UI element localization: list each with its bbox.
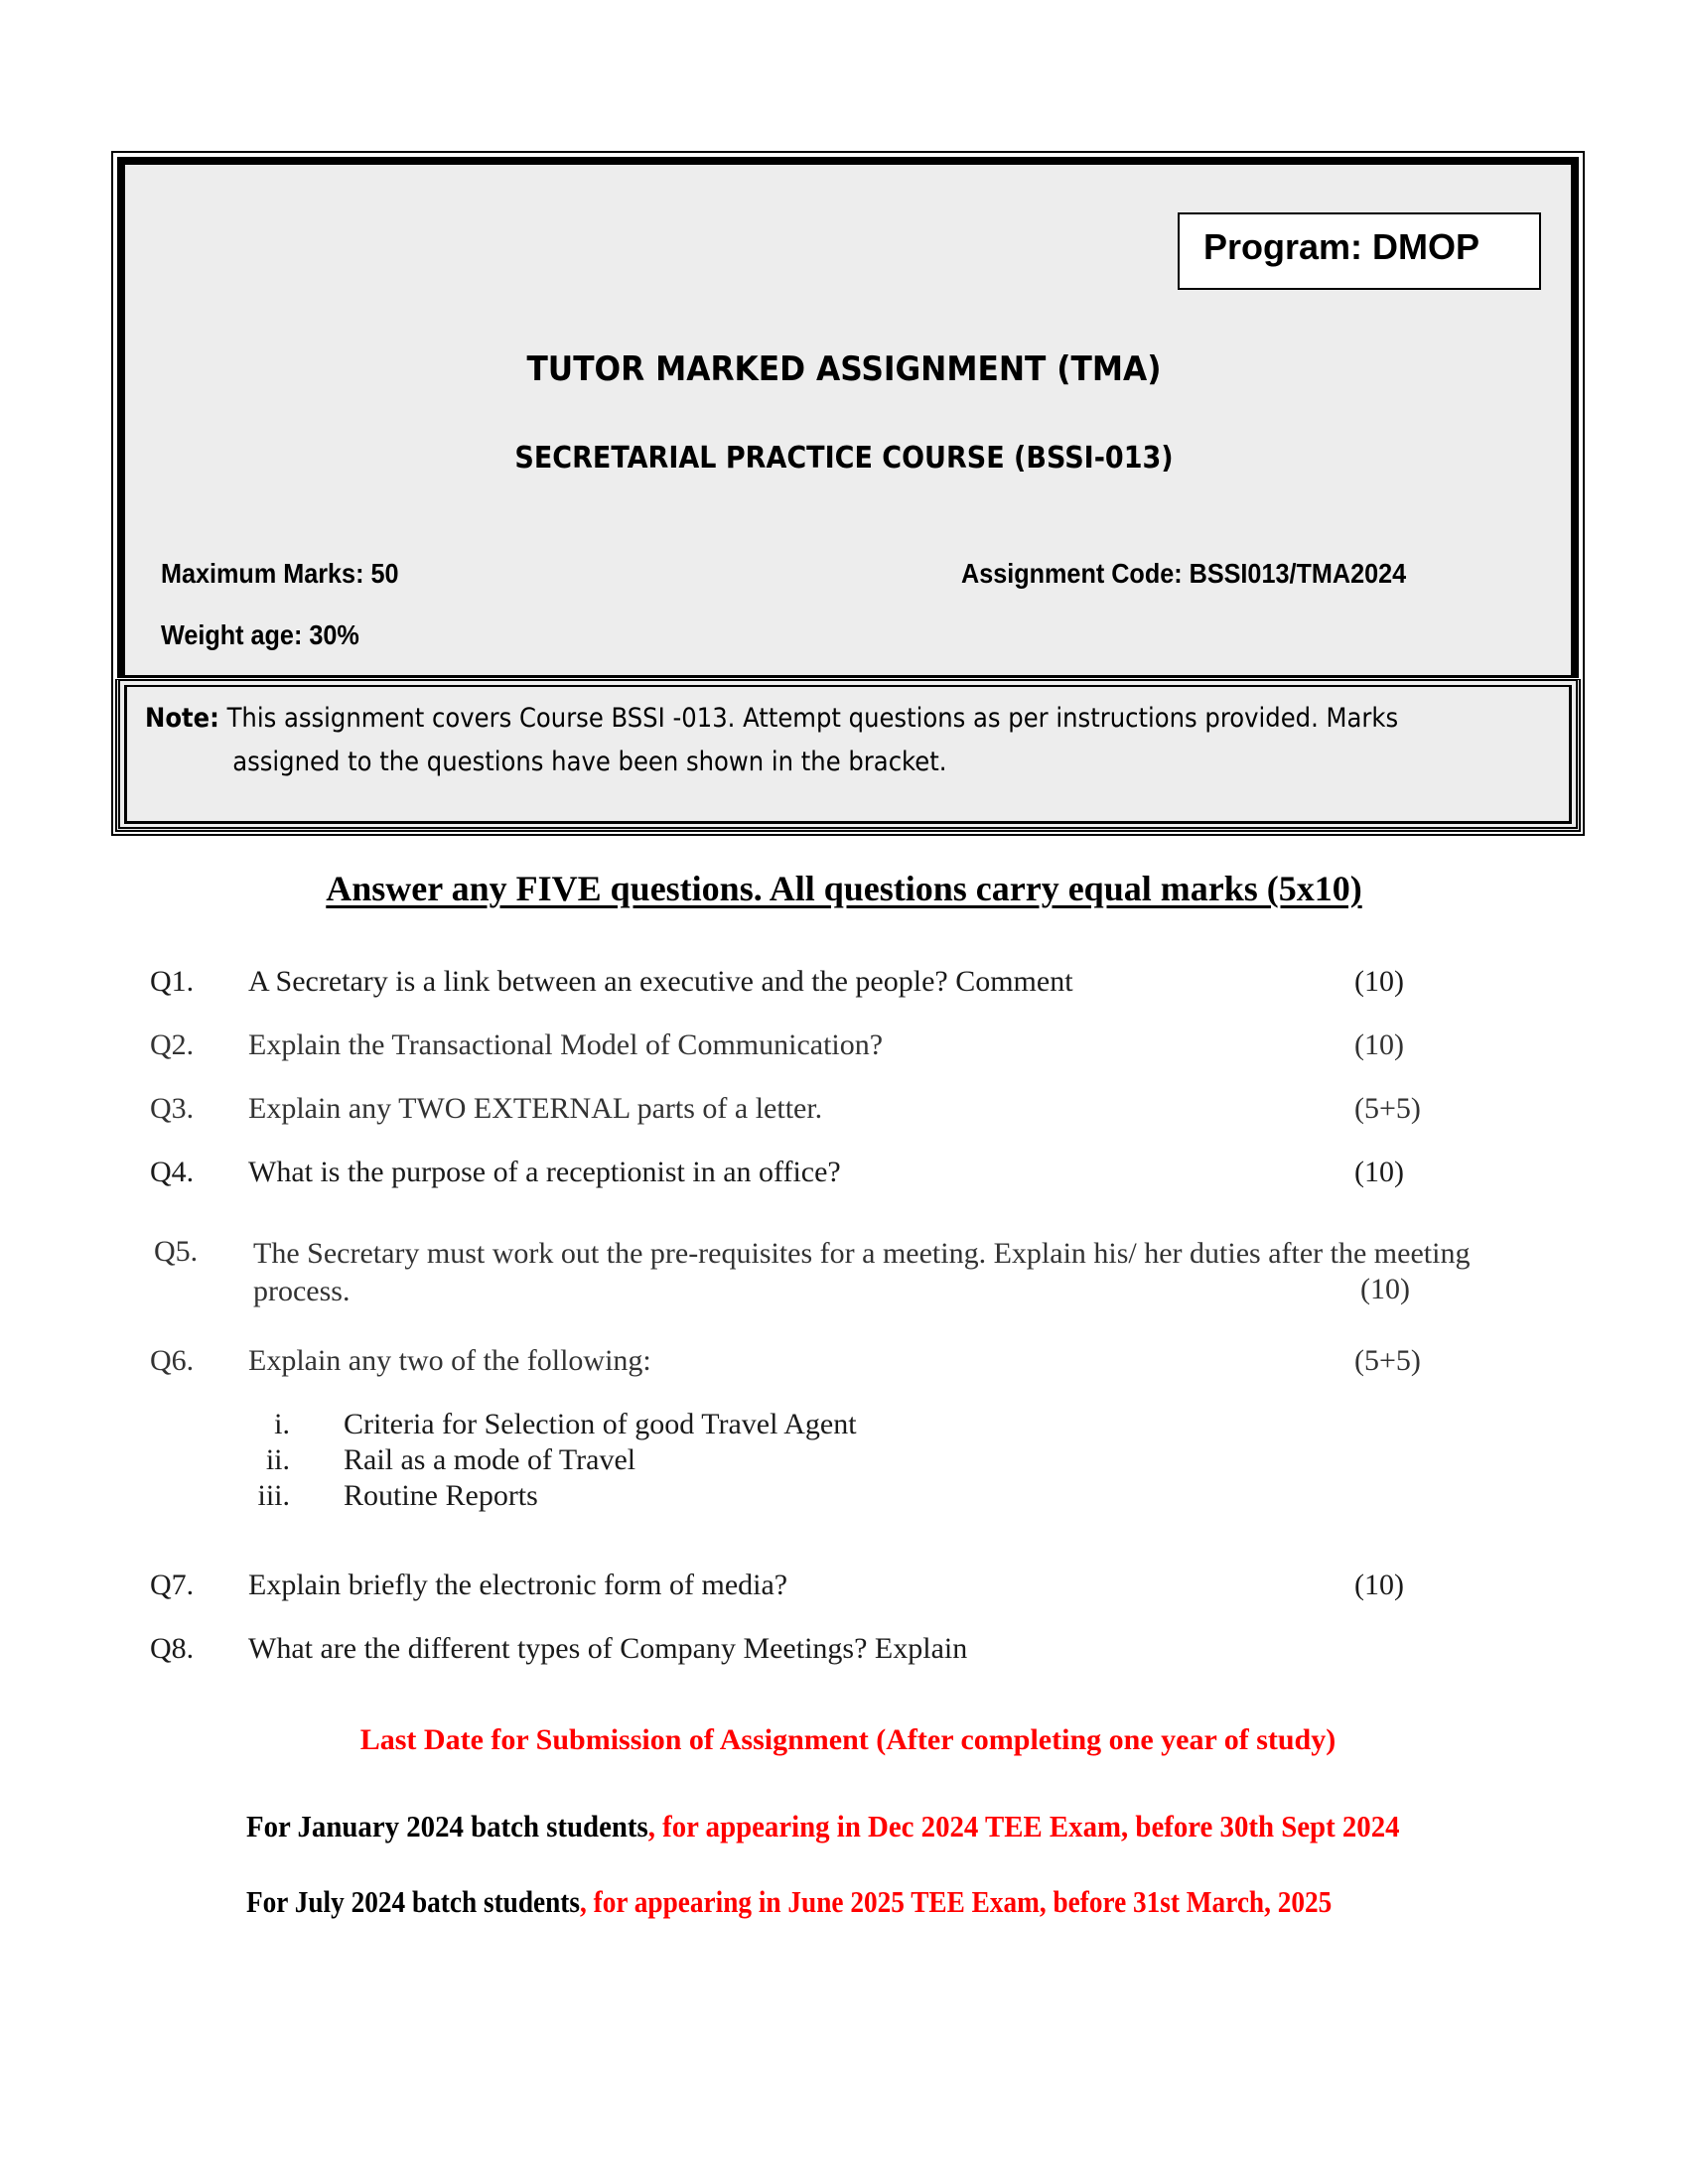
sub-item-numeral: i. xyxy=(274,1408,290,1440)
question-marks: (10) xyxy=(1360,1273,1410,1305)
sub-item-numeral: iii. xyxy=(257,1479,290,1512)
deadline-heading: Last Date for Submission of Assignment (After completing one year of study) xyxy=(359,1723,1336,1756)
batch-deadline-text: , for appearing in June 2025 TEE Exam, before 31st March, 2025 xyxy=(579,1884,1333,1919)
question-text: The Secretary must work out the pre-requisites for a meeting. Explain his/ her duties after the meeting process. xyxy=(253,1237,1471,1307)
question-number: Q1. xyxy=(150,965,195,998)
question-marks: (10) xyxy=(1354,1028,1404,1061)
program-label: Program: DMOP xyxy=(1203,226,1480,267)
question-marks: (10) xyxy=(1354,965,1404,998)
question-text: Explain briefly the electronic form of media? xyxy=(248,1569,788,1601)
question-number: Q8. xyxy=(150,1632,195,1665)
question-number: Q4. xyxy=(150,1156,195,1188)
weightage: Weight age: 30% xyxy=(161,619,359,650)
question-text: Explain the Transactional Model of Communication? xyxy=(248,1028,884,1061)
note-line-1: This assignment covers Course BSSI -013. Attempt questions as per instructions provided. Marks xyxy=(218,703,1399,734)
assignment-code: Assignment Code: BSSI013/TMA2024 xyxy=(961,558,1407,589)
course-title: SECRETARIAL PRACTICE COURSE (BSSI-013) xyxy=(514,441,1174,476)
question-text: What is the purpose of a receptionist in an office? xyxy=(248,1156,841,1188)
question-text: A Secretary is a link between an executive and the people? Comment xyxy=(248,965,1073,998)
batch-deadline-text: , for appearing in Dec 2024 TEE Exam, before 30th Sept 2024 xyxy=(647,1809,1400,1843)
note-line-2: assigned to the questions have been shown in the bracket. xyxy=(232,747,947,777)
batch-label: For January 2024 batch students xyxy=(246,1809,648,1843)
batch-deadline-july xyxy=(246,1884,1332,1920)
question-number: Q6. xyxy=(150,1344,195,1377)
question-marks: (5+5) xyxy=(1354,1092,1421,1125)
note-label: Note: xyxy=(145,703,219,734)
question-marks: (10) xyxy=(1354,1156,1404,1188)
document-title: TUTOR MARKED ASSIGNMENT (TMA) xyxy=(526,349,1162,389)
question-number: Q5. xyxy=(154,1235,199,1268)
question-number: Q7. xyxy=(150,1569,195,1601)
note xyxy=(145,697,1414,784)
maximum-marks: Maximum Marks: 50 xyxy=(161,558,399,589)
sub-item-text: Criteria for Selection of good Travel Agent xyxy=(344,1408,857,1440)
question-number: Q2. xyxy=(150,1028,195,1061)
question-marks: (10) xyxy=(1354,1569,1404,1601)
batch-deadline-january xyxy=(246,1809,1400,1844)
question-text: Explain any TWO EXTERNAL parts of a letter. xyxy=(248,1092,823,1125)
instruction-heading: Answer any FIVE questions. All questions carry equal marks (5x10) xyxy=(326,869,1362,908)
sub-item-text: Rail as a mode of Travel xyxy=(344,1443,636,1476)
question-text: Explain any two of the following: xyxy=(248,1344,651,1377)
program-box xyxy=(1178,212,1541,290)
question-marks: (5+5) xyxy=(1354,1344,1421,1377)
question-text: What are the different types of Company Meetings? Explain xyxy=(248,1632,968,1665)
sub-item-text: Routine Reports xyxy=(344,1479,538,1512)
question-number: Q3. xyxy=(150,1092,195,1125)
sub-item-numeral: ii. xyxy=(265,1443,290,1476)
batch-label: For July 2024 batch students xyxy=(246,1884,580,1919)
